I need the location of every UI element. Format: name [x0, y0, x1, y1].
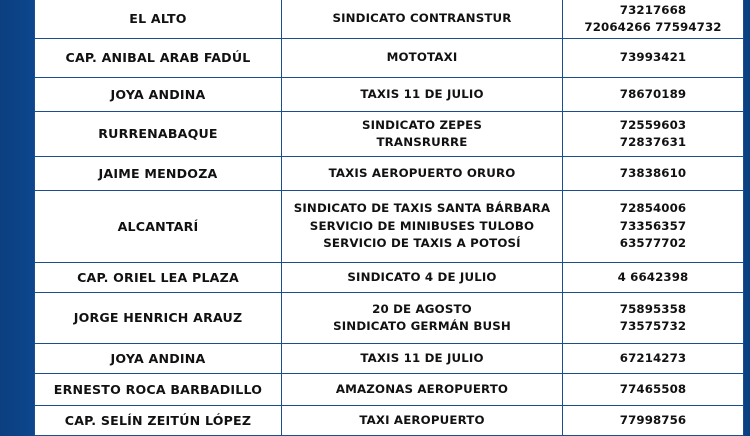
phone-cell	[563, 157, 744, 191]
phone-cell	[563, 293, 744, 344]
contacts-table-wrapper	[34, 0, 722, 436]
airport-cell: RURRENABAQUE	[35, 112, 282, 157]
table-body	[35, 0, 744, 436]
phone-cell	[563, 374, 744, 406]
airport-cell: EL ALTO	[35, 0, 282, 39]
operator-cell	[282, 0, 563, 39]
operator-name: TAXIS AEROPUERTO ORURO	[328, 165, 516, 180]
phone-cell	[563, 39, 744, 78]
table-row	[35, 374, 744, 406]
operator-cell	[282, 112, 563, 157]
operator-name: TAXIS 11 DE JULIO	[360, 86, 484, 101]
phone-cell	[563, 344, 744, 374]
table-row	[35, 191, 744, 263]
operator-name: MOTOTAXI	[386, 50, 458, 65]
phone-number: 63577702	[619, 236, 687, 251]
operator-name: SINDICATO GERMÁN BUSH	[333, 319, 511, 333]
operator-name: AMAZONAS AEROPUERTO	[335, 381, 509, 396]
airport-cell: CAP. ANIBAL ARAB FADÚL	[35, 39, 282, 78]
airport-cell: JOYA ANDINA	[35, 344, 282, 374]
phone-number: 73575732	[619, 319, 687, 333]
phone-cell	[563, 112, 744, 157]
airport-cell: ERNESTO ROCA BARBADILLO	[35, 374, 282, 406]
phone-cell	[563, 0, 744, 39]
operator-cell	[282, 263, 563, 293]
phone-number: 4 6642398	[617, 269, 689, 284]
operator-cell	[282, 406, 563, 436]
airport-cell: JORGE HENRICH ARAUZ	[35, 293, 282, 344]
operator-name: SERVICIO DE MINIBUSES TULOBO	[309, 218, 535, 233]
operator-cell	[282, 157, 563, 191]
phone-cell	[563, 406, 744, 436]
operator-cell	[282, 78, 563, 112]
operator-cell	[282, 39, 563, 78]
operator-name: TAXIS 11 DE JULIO	[360, 350, 484, 365]
taxi-contacts-table	[34, 0, 744, 436]
operator-cell	[282, 293, 563, 344]
phone-number: 67214273	[619, 350, 687, 365]
operator-cell	[282, 191, 563, 263]
table-row	[35, 112, 744, 157]
phone-cell	[563, 263, 744, 293]
phone-number: 73356357	[619, 218, 687, 233]
phone-cell	[563, 191, 744, 263]
operator-name: SERVICIO DE TAXIS A POTOSÍ	[323, 236, 521, 251]
airport-cell: JOYA ANDINA	[35, 78, 282, 112]
airport-cell: CAP. ORIEL LEA PLAZA	[35, 263, 282, 293]
table-row	[35, 344, 744, 374]
phone-number: 72064266 77594732	[584, 20, 722, 34]
operator-name: SINDICATO CONTRANSTUR	[332, 11, 512, 26]
phone-number: 75895358	[619, 301, 687, 316]
phone-number: 73993421	[619, 50, 687, 65]
operator-name: SINDICATO ZEPES	[361, 117, 483, 132]
phone-number: 73217668	[619, 2, 687, 17]
operator-name: SINDICATO 4 DE JULIO	[347, 269, 497, 284]
table-row	[35, 78, 744, 112]
phone-number: 72559603	[619, 117, 687, 132]
phone-number: 78670189	[619, 86, 687, 101]
phone-number: 73838610	[619, 165, 687, 180]
operator-cell	[282, 344, 563, 374]
phone-number: 72837631	[619, 135, 687, 149]
airport-cell: CAP. SELÍN ZEITÚN LÓPEZ	[35, 406, 282, 436]
table-row	[35, 157, 744, 191]
airport-cell: JAIME MENDOZA	[35, 157, 282, 191]
phone-cell	[563, 78, 744, 112]
phone-number: 77998756	[619, 412, 687, 427]
phone-number: 72854006	[619, 201, 687, 216]
operator-cell	[282, 374, 563, 406]
phone-number: 77465508	[619, 381, 687, 396]
table-row	[35, 293, 744, 344]
airport-cell: ALCANTARÍ	[35, 191, 282, 263]
table-row	[35, 263, 744, 293]
operator-name: 20 DE AGOSTO	[372, 301, 472, 316]
table-row	[35, 0, 744, 39]
table-row	[35, 406, 744, 436]
operator-name: TRANSRURRE	[376, 135, 468, 149]
operator-name: SINDICATO DE TAXIS SANTA BÁRBARA	[293, 201, 551, 216]
table-row	[35, 39, 744, 78]
operator-name: TAXI AEROPUERTO	[359, 412, 485, 427]
